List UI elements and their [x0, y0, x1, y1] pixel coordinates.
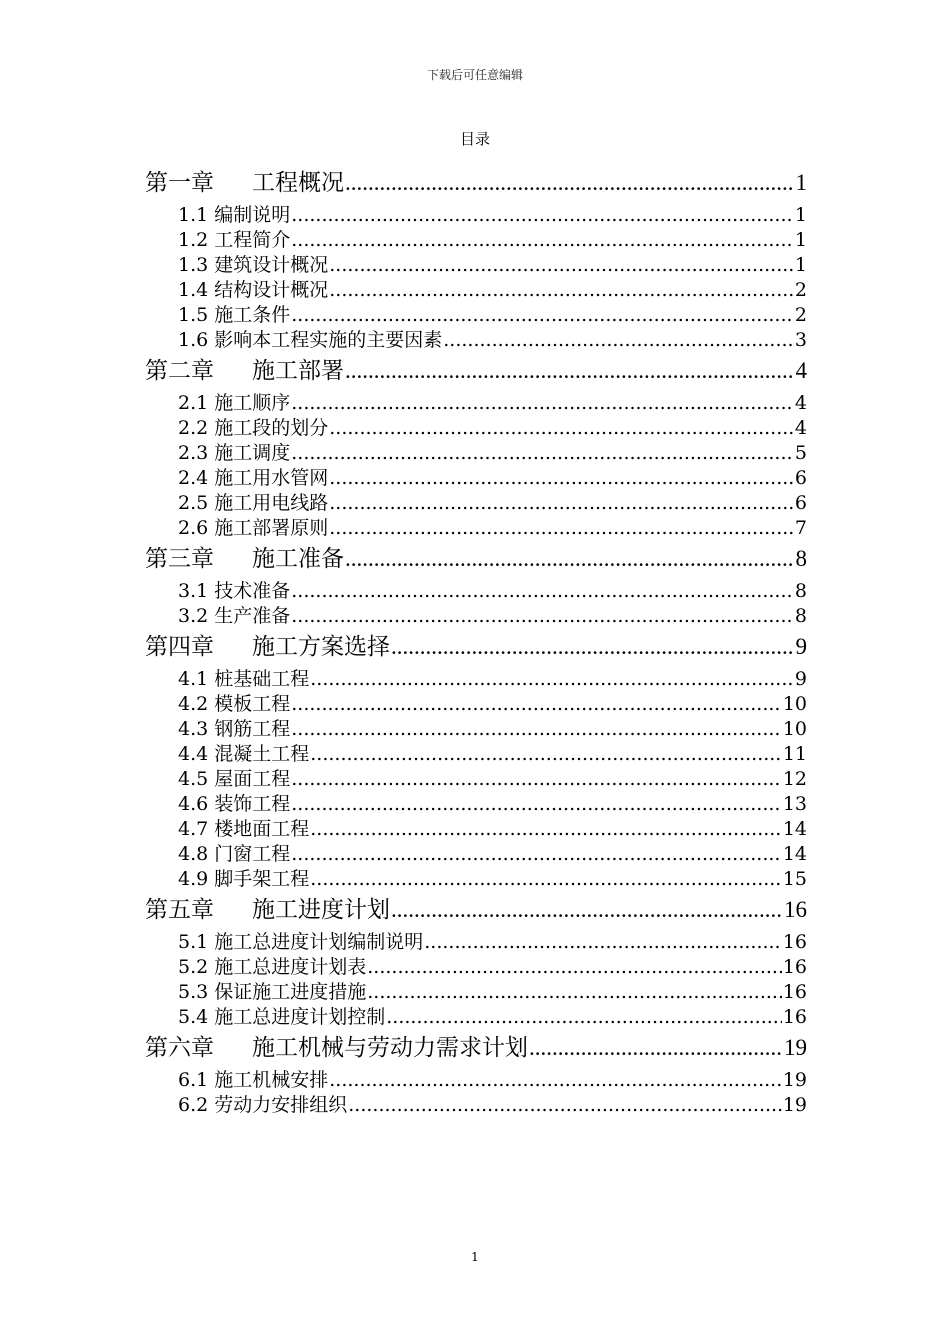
section-page-number: 16	[782, 956, 807, 978]
section-page-number: 16	[782, 931, 807, 953]
toc-chapter-entry[interactable]	[145, 165, 807, 201]
dot-leader	[329, 466, 794, 491]
section-label: 4.7 楼地面工程	[178, 818, 310, 840]
section-label: 1.3 建筑设计概况	[178, 254, 329, 276]
section-label: 4.5 屋面工程	[178, 768, 291, 790]
dot-leader	[329, 1068, 782, 1093]
toc-section-entry[interactable]	[145, 491, 807, 516]
toc-section-entry[interactable]	[145, 1068, 807, 1093]
dot-leader	[345, 353, 795, 389]
section-page-number: 15	[782, 868, 807, 890]
chapter-number: 第二章	[145, 358, 214, 384]
dot-leader	[443, 328, 794, 353]
section-label: 4.4 混凝土工程	[178, 743, 310, 765]
dot-leader	[291, 441, 794, 466]
toc-section-entry[interactable]	[145, 792, 807, 817]
section-page-number: 16	[782, 981, 807, 1003]
section-label: 2.5 施工用电线路	[178, 492, 329, 514]
chapter-page-number: 19	[784, 1035, 807, 1060]
chapter-number: 第六章	[145, 1035, 214, 1061]
toc-section-entry[interactable]	[145, 692, 807, 717]
dot-leader	[329, 491, 794, 516]
toc-section-entry[interactable]	[145, 742, 807, 767]
section-page-number: 12	[782, 768, 807, 790]
section-label: 1.5 施工条件	[178, 304, 291, 326]
section-label: 2.3 施工调度	[178, 442, 291, 464]
section-page-number: 19	[782, 1094, 807, 1116]
section-label: 2.1 施工顺序	[178, 392, 291, 414]
dot-leader	[291, 579, 794, 604]
dot-leader	[345, 165, 795, 201]
chapter-title: 施工准备	[252, 546, 344, 572]
dot-leader	[291, 203, 794, 228]
dot-leader	[367, 955, 782, 980]
toc-chapter-entry[interactable]	[145, 892, 807, 928]
dot-leader	[424, 930, 782, 955]
dot-leader	[310, 817, 782, 842]
chapter-number: 第四章	[145, 634, 214, 660]
dot-leader	[291, 303, 794, 328]
chapter-page-number: 1	[795, 170, 807, 195]
toc-section-entry[interactable]	[145, 767, 807, 792]
chapter-page-number: 16	[784, 897, 807, 922]
section-page-number: 19	[782, 1069, 807, 1091]
toc-title: 目录	[459, 130, 490, 148]
toc-chapter-entry[interactable]	[145, 353, 807, 389]
toc-section-entry[interactable]	[145, 980, 807, 1005]
section-page-number: 10	[782, 718, 807, 740]
section-page-number: 11	[782, 743, 807, 765]
toc-section-entry[interactable]	[145, 930, 807, 955]
page-header: 下载后可任意编辑	[426, 68, 523, 82]
section-page-number: 6	[794, 492, 807, 514]
section-label: 5.1 施工总进度计划编制说明	[178, 931, 424, 953]
section-page-number: 2	[794, 304, 807, 326]
toc-section-entry[interactable]	[145, 466, 807, 491]
toc-section-entry[interactable]	[145, 416, 807, 441]
section-label: 3.2 生产准备	[178, 605, 291, 627]
dot-leader	[291, 767, 782, 792]
section-page-number: 1	[794, 204, 807, 226]
section-page-number: 1	[794, 229, 807, 251]
chapter-title: 施工部署	[252, 358, 344, 384]
toc-section-entry[interactable]	[145, 1093, 807, 1118]
table-of-contents	[145, 165, 807, 1118]
dot-leader	[329, 416, 794, 441]
dot-leader	[291, 717, 782, 742]
toc-chapter-entry[interactable]	[145, 541, 807, 577]
dot-leader	[310, 742, 782, 767]
section-label: 6.1 施工机械安排	[178, 1069, 329, 1091]
dot-leader	[329, 253, 794, 278]
dot-leader	[367, 980, 782, 1005]
section-page-number: 14	[782, 843, 807, 865]
dot-leader	[329, 516, 794, 541]
section-page-number: 2	[794, 279, 807, 301]
toc-section-entry[interactable]	[145, 842, 807, 867]
toc-chapter-entry[interactable]	[145, 629, 807, 665]
section-page-number: 10	[782, 693, 807, 715]
section-page-number: 16	[782, 1006, 807, 1028]
section-page-number: 4	[794, 417, 807, 439]
dot-leader	[310, 667, 794, 692]
dot-leader	[291, 228, 794, 253]
section-label: 4.8 门窗工程	[178, 843, 291, 865]
toc-section-entry[interactable]	[145, 667, 807, 692]
toc-section-entry[interactable]	[145, 303, 807, 328]
chapter-page-number: 4	[795, 358, 807, 383]
toc-section-entry[interactable]	[145, 717, 807, 742]
section-label: 5.3 保证施工进度措施	[178, 981, 367, 1003]
section-label: 1.1 编制说明	[178, 204, 291, 226]
toc-section-entry[interactable]	[145, 955, 807, 980]
section-label: 4.6 装饰工程	[178, 793, 291, 815]
section-page-number: 5	[794, 442, 807, 464]
chapter-number: 第一章	[145, 170, 214, 196]
section-label: 4.9 脚手架工程	[178, 868, 310, 890]
section-label: 6.2 劳动力安排组织	[178, 1094, 348, 1116]
chapter-page-number: 8	[795, 546, 807, 571]
dot-leader	[329, 278, 794, 303]
toc-section-entry[interactable]	[145, 817, 807, 842]
dot-leader	[391, 892, 783, 928]
dot-leader	[291, 391, 794, 416]
dot-leader	[391, 629, 795, 665]
section-label: 2.6 施工部署原则	[178, 517, 329, 539]
section-label: 3.1 技术准备	[178, 580, 291, 602]
section-page-number: 8	[794, 580, 807, 602]
section-page-number: 13	[782, 793, 807, 815]
dot-leader	[386, 1005, 782, 1030]
chapter-title: 施工机械与劳动力需求计划	[252, 1035, 528, 1061]
chapter-number: 第三章	[145, 546, 214, 572]
page-number: 1	[471, 1250, 479, 1264]
toc-section-entry[interactable]	[145, 441, 807, 466]
section-label: 1.6 影响本工程实施的主要因素	[178, 329, 443, 351]
section-page-number: 9	[794, 668, 807, 690]
toc-section-entry[interactable]	[145, 516, 807, 541]
toc-section-entry[interactable]	[145, 253, 807, 278]
chapter-title: 施工进度计划	[252, 897, 390, 923]
section-label: 5.4 施工总进度计划控制	[178, 1006, 386, 1028]
chapter-title: 工程概况	[252, 170, 344, 196]
section-page-number: 14	[782, 818, 807, 840]
section-label: 5.2 施工总进度计划表	[178, 956, 367, 978]
chapter-page-number: 9	[795, 634, 807, 659]
toc-section-entry[interactable]	[145, 579, 807, 604]
chapter-number: 第五章	[145, 897, 214, 923]
dot-leader	[291, 792, 782, 817]
section-page-number: 3	[794, 329, 807, 351]
toc-section-entry[interactable]	[145, 1005, 807, 1030]
section-label: 2.4 施工用水管网	[178, 467, 329, 489]
dot-leader	[348, 1093, 782, 1118]
section-page-number: 1	[794, 254, 807, 276]
toc-section-entry[interactable]	[145, 278, 807, 303]
section-page-number: 4	[794, 392, 807, 414]
section-label: 4.2 模板工程	[178, 693, 291, 715]
section-label: 1.2 工程简介	[178, 229, 291, 251]
toc-section-entry[interactable]	[145, 203, 807, 228]
dot-leader	[310, 867, 782, 892]
toc-section-entry[interactable]	[145, 604, 807, 629]
toc-section-entry[interactable]	[145, 867, 807, 892]
dot-leader	[291, 604, 794, 629]
toc-section-entry[interactable]	[145, 328, 807, 353]
toc-chapter-entry[interactable]	[145, 1030, 807, 1066]
section-page-number: 6	[794, 467, 807, 489]
dot-leader	[291, 842, 782, 867]
section-page-number: 8	[794, 605, 807, 627]
section-label: 4.1 桩基础工程	[178, 668, 310, 690]
chapter-title: 施工方案选择	[252, 634, 390, 660]
toc-section-entry[interactable]	[145, 228, 807, 253]
dot-leader	[291, 692, 782, 717]
toc-section-entry[interactable]	[145, 391, 807, 416]
section-label: 2.2 施工段的划分	[178, 417, 329, 439]
section-label: 1.4 结构设计概况	[178, 279, 329, 301]
dot-leader	[529, 1030, 783, 1066]
dot-leader	[345, 541, 795, 577]
section-page-number: 7	[794, 517, 807, 539]
section-label: 4.3 钢筋工程	[178, 718, 291, 740]
